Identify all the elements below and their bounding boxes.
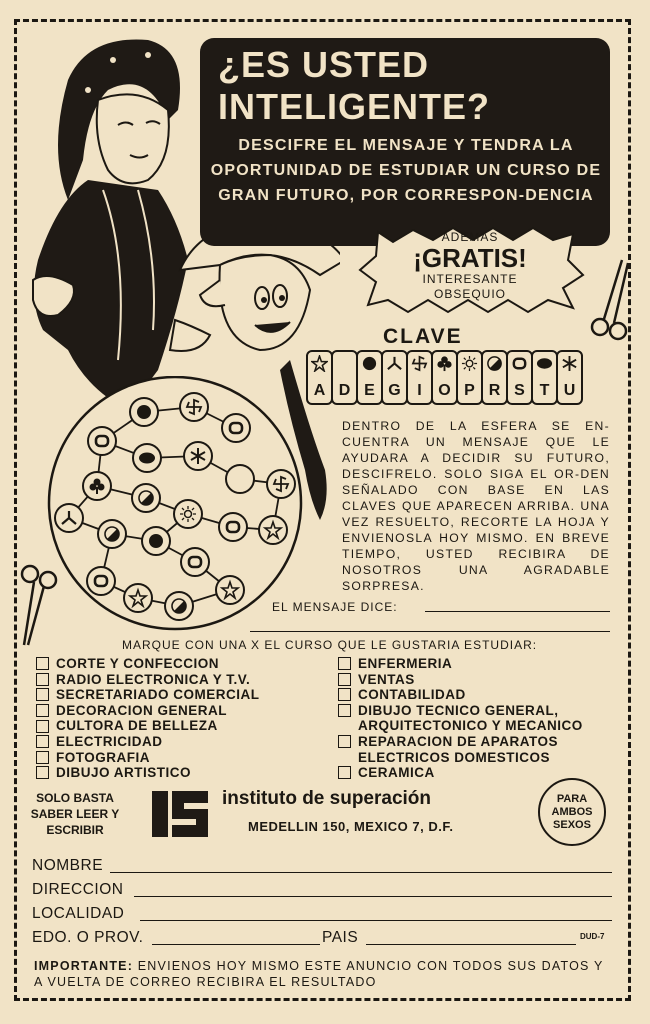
course-label: REPARACION DE APARATOS [358,733,559,749]
key-cell-g [381,350,408,405]
key-letter: E [364,382,375,399]
course-option[interactable] [338,765,583,781]
courses-right-list [338,656,583,781]
key-cell-t [531,350,558,405]
club-icon [83,472,111,500]
courses-prompt: MARQUE CON UNA X EL CURSO QUE LE GUSTARIA ESTUDIAR: [122,638,538,652]
pais-label: PAIS [322,929,359,946]
course-label: ELECTRICOS DOMESTICOS [358,749,551,765]
key-cell-s [506,350,533,405]
ademas-label: ADEMAS [441,230,499,244]
filled-circle-icon [361,355,378,372]
key-letter: A [313,382,326,399]
course-checkbox[interactable] [36,704,49,717]
course-label: ELECTRICIDAD [56,733,163,749]
course-option[interactable] [338,687,583,703]
course-label: FOTOGRAFIA [56,749,150,765]
ring-icon [219,513,247,541]
tripod-icon [55,504,83,532]
pinwheel-icon [180,393,208,421]
message-answer-line-2[interactable] [250,631,610,632]
course-option[interactable] [338,750,583,766]
localidad-label: LOCALIDAD [32,905,125,922]
headline-subtitle: DESCIFRE EL MENSAJE Y TENDRA LA OPORTUNIDAD DE ESTUDIAR UN CURSO DE GRAN FUTURO, POR CORRESPON-DENCIA [210,137,602,204]
half-circle-icon [486,355,503,372]
course-label: CULTORA DE BELLEZA [56,718,218,734]
gratis-label: ¡GRATIS! [413,243,527,273]
crescent-moon-icon [336,355,353,372]
course-label: RADIO ELECTRONICA Y T.V. [56,671,251,687]
course-checkbox[interactable] [338,673,351,686]
key-cell-u [556,350,583,405]
course-option[interactable] [36,765,260,781]
course-checkbox[interactable] [36,766,49,779]
course-label: ARQUITECTONICO Y MECANICO [358,718,583,734]
ring-icon [87,567,115,595]
half-circle-icon [165,592,193,620]
nombre-field[interactable] [110,872,612,873]
oval-icon [536,355,553,372]
ring-icon [88,427,116,455]
course-label: CORTE Y CONFECCION [56,656,220,671]
key-letter: G [388,382,401,399]
club-icon [436,355,453,372]
course-checkbox[interactable] [36,751,49,764]
institute-name: instituto de superación [222,788,432,809]
instructions-paragraph: DENTRO DE LA ESFERA SE EN-CUENTRA UN MENSAJE QUE LE AYUDARA A DECIDIR SU FUTURO, DESCIFRELO. SOLO SIGA EL OR-DEN SEÑALADO CON BASE EN LAS CLAVES QUE APARECEN ARRIBA. UNA VEZ RESUELTO, RECORTE LA HOJA Y ENVIENOSLA HOY MISMO. EN BREVE TIEMPO, USTED RECIBIRA DE NOSOTROS UNA AGRADABLE SORPRESA. [342,419,610,593]
course-checkbox[interactable] [338,704,351,717]
course-option[interactable] [36,734,260,750]
course-option[interactable] [36,703,260,719]
sun-icon [174,500,202,528]
ring-icon [181,548,209,576]
oval-icon [133,444,161,472]
cipher-sphere [45,376,307,632]
star-icon [311,355,328,372]
edo-field[interactable] [152,944,320,945]
course-option[interactable] [338,703,583,719]
asterisk-icon [561,355,578,372]
course-checkbox[interactable] [338,735,351,748]
course-label: ENFERMERIA [358,656,453,671]
ring-icon [222,414,250,442]
audience-badge: PARA AMBOS SEXOS [538,778,606,846]
pais-field[interactable] [366,944,576,945]
course-label: CERAMICA [358,765,435,781]
free-gift-callout [385,230,555,302]
key-title: CLAVE [383,325,463,348]
course-option[interactable] [36,687,260,703]
cipher-key-table [306,350,581,405]
key-cell-r [481,350,508,405]
key-cell-d [331,350,358,405]
key-letter: S [514,382,525,399]
key-cell-e [356,350,383,405]
course-checkbox[interactable] [36,720,49,733]
headline-line-1: ¿ES USTED [218,44,430,85]
course-option[interactable] [338,656,583,672]
headline-line-2: INTELIGENTE? [218,86,490,127]
direccion-label: DIRECCION [32,881,124,898]
course-option[interactable] [36,672,260,688]
course-checkbox[interactable] [338,657,351,670]
key-letter: O [438,382,451,399]
key-letter: D [338,382,351,399]
half-circle-icon [98,520,126,548]
tripod-icon [386,355,403,372]
course-label: DECORACION GENERAL [56,702,228,718]
asterisk-icon [184,442,212,470]
course-checkbox[interactable] [36,688,49,701]
course-label: DIBUJO TECNICO GENERAL, [358,702,559,718]
footer-note [34,958,614,990]
footer-label: IMPORTANTE: [34,959,134,973]
gift-label: INTERESANTE OBSEQUIO [422,272,518,301]
scissors-left-icon [18,560,60,650]
institute-address: MEDELLIN 150, MEXICO 7, D.F. [248,819,454,834]
footer-text: ENVIENOS HOY MISMO ESTE ANUNCIO CON TODOS SUS DATOS Y A VUELTA DE CORREO RECIBIRA EL RESULTADO [34,959,604,989]
course-label: CONTABILIDAD [358,687,466,703]
filled-circle-icon [142,527,170,555]
course-label: DIBUJO ARTISTICO [56,765,192,781]
direccion-field[interactable] [134,896,612,897]
ring-icon [511,355,528,372]
star-icon [124,584,152,612]
pinwheel-icon [267,470,295,498]
course-option[interactable] [36,750,260,766]
nombre-label: NOMBRE [32,857,104,874]
course-option[interactable] [36,656,260,672]
key-letter: U [563,382,576,399]
key-cell-p [456,350,483,405]
course-checkbox[interactable] [36,657,49,670]
course-option[interactable] [338,718,583,734]
pinwheel-icon [411,355,428,372]
slogan: SOLO BASTA SABER LEER Y ESCRIBIR [30,791,120,837]
course-checkbox[interactable] [338,766,351,779]
key-letter: P [464,382,475,399]
course-label: VENTAS [358,671,415,687]
key-letter: R [488,382,501,399]
localidad-field[interactable] [140,920,612,921]
course-option[interactable] [338,672,583,688]
key-cell-o [431,350,458,405]
headline-box [200,38,610,246]
course-checkbox[interactable] [36,673,49,686]
key-letter: T [539,382,550,399]
key-letter: I [417,382,422,399]
course-option[interactable] [36,718,260,734]
key-cell-i [406,350,433,405]
course-option[interactable] [338,734,583,750]
star-icon [216,576,244,604]
sun-icon [461,355,478,372]
edo-label: EDO. O PROV. [32,929,144,946]
star-icon [259,516,287,544]
institute-logo [150,789,210,839]
scissors-icon [590,255,630,345]
course-checkbox[interactable] [36,735,49,748]
ad-code: DUD-7 [580,932,605,941]
filled-circle-icon [130,398,158,426]
courses-left-list [36,656,260,781]
course-checkbox[interactable] [338,688,351,701]
message-label: EL MENSAJE DICE: [272,600,398,614]
half-circle-icon [132,484,160,512]
crescent-moon-icon [226,465,254,493]
course-label: SECRETARIADO COMERCIAL [56,687,260,703]
message-answer-line[interactable] [425,611,610,612]
key-cell-a [306,350,333,405]
